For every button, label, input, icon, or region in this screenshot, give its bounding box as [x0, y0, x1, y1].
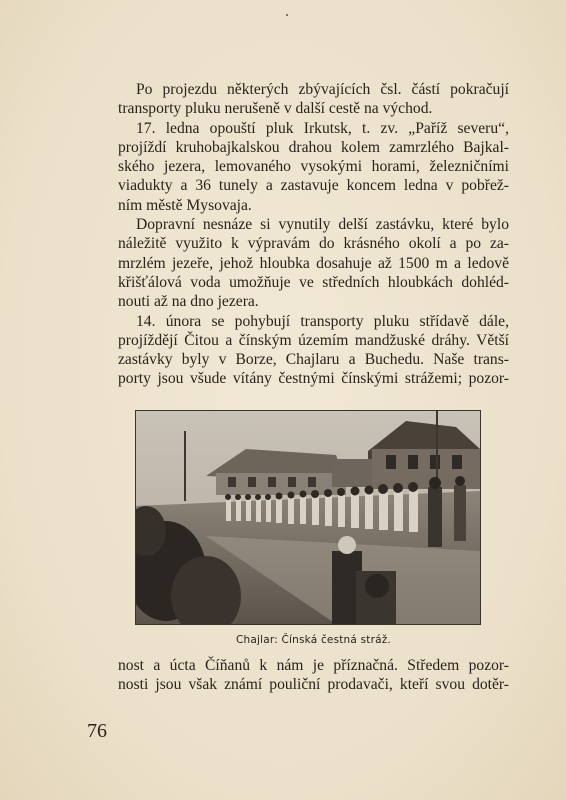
photograph-honor-guard — [135, 410, 481, 625]
text-line: Po projezdu některých zbývajících čsl. částí pokračují — [136, 81, 509, 98]
text-line: Dopravní nesnáze si vynutily delší zastávku, které bylo — [136, 216, 509, 234]
body-text-top — [118, 80, 509, 389]
text-line: ského jezera, lemovaného vysokými horami, železničními — [118, 158, 509, 176]
text-line: 14. února se pohybují transporty pluku střídavě dále, — [136, 312, 509, 330]
text-line: porty jsou všude vítány čestnými čínskými strážemi; pozor- — [118, 370, 509, 388]
text-line: transporty pluku nerušeně v další cestě na východ. — [118, 100, 433, 118]
text-line: zastávky byly v Borze, Chajlaru a Buchedu. Naše trans- — [118, 351, 509, 369]
text-line: nost a úcta Číňanů k nám je příznačná. Středem pozor- — [118, 657, 509, 674]
text-line: nouti až na dno jezera. — [118, 293, 259, 311]
text-line: 17. ledna opouští pluk Irkutsk, t. zv. „Paříž severu“, — [136, 119, 509, 137]
body-text-bottom — [118, 656, 509, 695]
page-speck — [286, 14, 288, 16]
text-line: viadukty a 36 tunely a zastavuje koncem ledna v pobřež- — [118, 177, 509, 195]
text-line: projíždí kruhobajkalskou drahou kolem zamrzlého Bajkal- — [118, 138, 509, 156]
text-line: mrzlém jezeře, jehož hloubka dosahuje až 1500 m a ledově — [118, 254, 509, 272]
text-line: náležitě využito k výpravám do krásného okolí a po za- — [118, 235, 509, 253]
page-number: 76 — [87, 720, 107, 742]
photo-image — [136, 411, 480, 624]
text-line: nosti jsou však známí pouliční prodavači, kteří svou dotěr- — [118, 676, 509, 694]
text-line: křišťálová voda umožňuje ve středních hloubkách dohléd- — [118, 273, 509, 291]
text-line: projíždějí Čitou a čínským územím mandžuské dráhy. Větší — [118, 331, 509, 349]
figure-caption: Chajlar: Čínská čestná stráž. — [236, 634, 391, 646]
text-line: ním městě Mysovaja. — [118, 196, 252, 214]
